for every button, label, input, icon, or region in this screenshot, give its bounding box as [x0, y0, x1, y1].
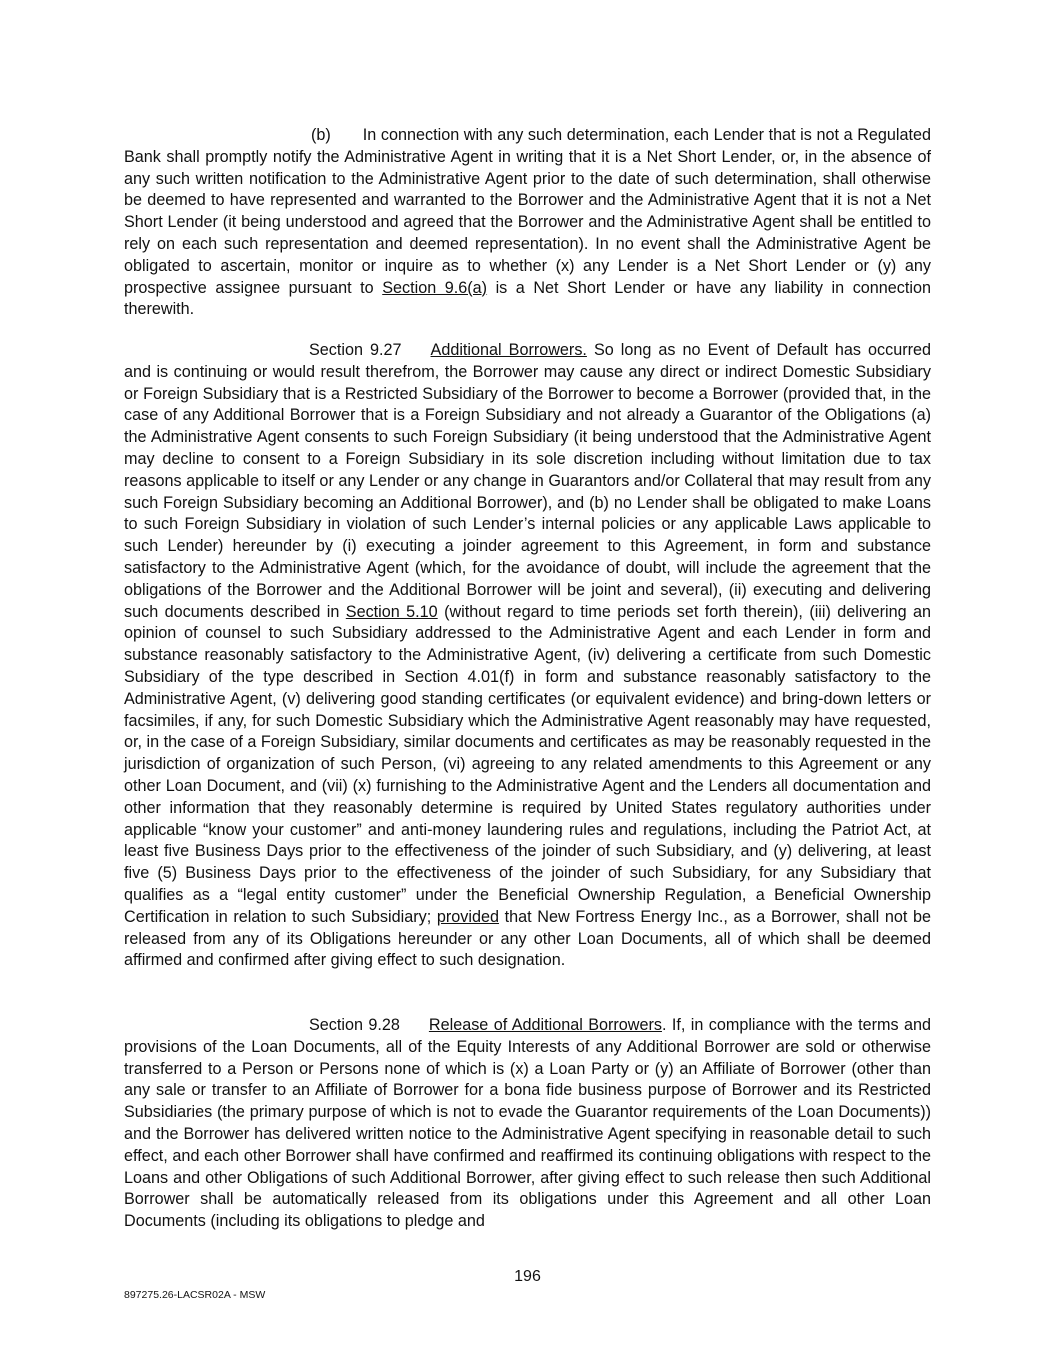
paragraph-b-text-end: is a Net Short Lender or have any liability in connection therewith. — [124, 278, 931, 319]
section-9-27 — [124, 340, 931, 972]
section-9-27-text-1: So long as no Event of Default has occurred and is continuing or would result therefrom, the Borrower may cause any direct or indirect Domestic Subsidiary or Foreign Subsidiary that is a Restricted Subsidiary of the Borrower to become a Borrower (provided that, in the case of any Additional Borrower that is a Foreign Subsidiary and not already a Guarantor of the Obligations (a) the Administrative Agent consents to such Foreign Subsidiary (it being understood that the Administrative Agent may decline to consent to a Foreign Subsidiary in its sole discretion including without limitation due to tax reasons applicable to itself or any Lender or any change in Guarantors and/or Collateral that may result from any such Foreign Subsidiary becoming an Additional Borrower), and (b) no Lender shall be obligated to make Loans to such Foreign Subsidiary in violation of such Lender’s internal policies or any applicable Laws applicable to such Lender) hereunder by (i) executing a joinder agreement to this Agreement, in form and substance satisfactory to the Administrative Agent (which, for the avoidance of doubt, will include the agreement that the obligations of the Borrower and the Additional Borrower will be joint and several), (ii) executing and delivering such documents described in — [124, 341, 931, 621]
paragraph-b-marker: (b) — [311, 126, 331, 144]
section-9-28 — [124, 1015, 931, 1233]
section-9-28-text: . If, in compliance with the terms and provisions of the Loan Documents, all of the Equity Interests of any Additional Borrower are sold or otherwise transferred to a Person or Persons none of which is (x) a Loan Party or (y) an Affiliate of Borrower (other than any sale or transfer to an Affiliate of Borrower for a bona fide business purpose of Borrower and its Restricted Subsidiaries (the primary purpose of which is not to evade the Guarantor requirements of the Loan Documents)) and the Borrower has delivered written notice to the Administrative Agent specifying in reasonable detail to such effect, and each other Borrower shall have confirmed and reaffirmed its continuing obligations with respect to the Loans and other Obligations of such Additional Borrower, after giving effect to such release then such Additional Borrower shall be automatically released from its obligations under this Agreement and all other Loan Documents (including its obligations to pledge and — [124, 1016, 931, 1231]
paragraph-b-text: In connection with any such determination, each Lender that is not a Regulated Bank shall promptly notify the Administrative Agent in writing that it is a Net Short Lender, or, in the absence of any such written notification to the Administrative Agent prior to the date of such determination, shall otherwise be deemed to have represented and warranted to the Borrower and the Administrative Agent that it is not a Net Short Lender (it being understood and agreed that the Borrower and the Administrative Agent shall be entitled to rely on each such representation and deemed representation). In no event shall the Administrative Agent be obligated to ascertain, monitor or inquire as to whether (x) any Lender is a Net Short Lender or (y) any prospective assignee pursuant to — [124, 126, 931, 297]
section-9-28-number: Section 9.28 — [309, 1016, 400, 1034]
section-9-27-title: Additional Borrowers. — [430, 341, 587, 359]
section-9-28-title: Release of Additional Borrowers — [428, 1016, 662, 1034]
section-5-10-reference[interactable]: Section 5.10 — [345, 602, 438, 621]
section-9-27-number: Section 9.27 — [309, 341, 402, 359]
page-number: 196 — [514, 1268, 541, 1285]
section-9-6a-reference[interactable]: Section 9.6(a) — [382, 278, 488, 297]
section-9-27-text-2: (without regard to time periods set forth therein), (iii) delivering an opinion of counsel to such Subsidiary addressed to the Administrative Agent and each Lender in form and substance reasonably satisfactory to the Administrative Agent, (iv) delivering a certificate from such Domestic Subsidiary of the type described in Section 4.01(f) in form and substance reasonably satisfactory to the Administrative Agent, (v) delivering good standing certificates (or equivalent evidence) and bring-down letters or facsimiles, if any, for such Domestic Subsidiary which the Administrative Agent reasonably may have requested, or, in the case of a Foreign Subsidiary, similar documents and certificates as may be reasonably requested in the jurisdiction of organization of such Person, (vi) agreeing to any related amendments to this Agreement or any other Loan Document, and (vii) (x) furnishing to the Administrative Agent and the Lenders all documentation and other information that they reasonably determine is required by United States regulatory authorities under applicable “know your customer” and anti-money laundering rules and regulations, including the Patriot Act, at least five Business Days prior to the effectiveness of the joinder of such Subsidiary, and (y) delivering, at least five (5) Business Days prior to the effectiveness of the joinder of such Subsidiary, for any Subsidiary that qualifies as a “legal entity customer” under the Beneficial Ownership Regulation, a Beneficial Ownership Certification in relation to such Subsidiary; — [124, 602, 931, 926]
paragraph-b — [124, 125, 931, 321]
document-id: 897275.26-LACSR02A - MSW — [124, 1289, 266, 1301]
provided-term: provided — [436, 907, 499, 926]
section-9-27-text-3: that New Fortress Energy Inc., as a Borrower, shall not be released from any of its Obligations hereunder or any other Loan Documents, all of which shall be deemed affirmed and confirmed after giving effect to such designation. — [124, 907, 931, 970]
